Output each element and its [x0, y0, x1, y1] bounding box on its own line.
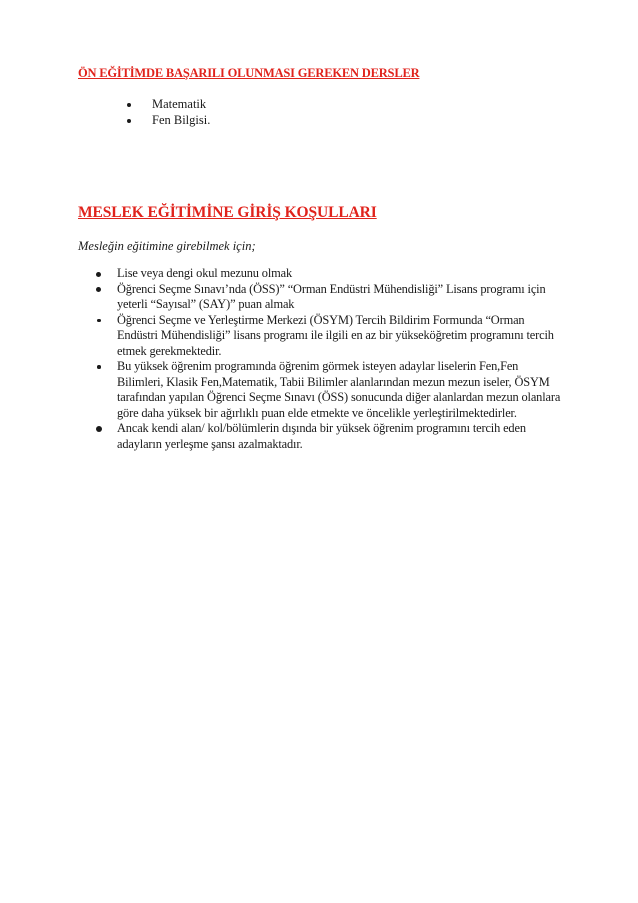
list-item: Lise veya dengi okul mezunu olmak — [92, 266, 562, 282]
section-title-prerequisite-courses: ÖN EĞİTİMDE BAŞARILI OLUNMASI GEREKEN DERSLER — [78, 66, 420, 80]
list-item: Bu yüksek öğrenim programında öğrenim görmek isteyen adaylar liselerin Fen,Fen Bilimleri, Klasik Fen,Matematik, Tabii Bilimler alanlarından mezun mezun iseler, ÖSYM tarafından yapılan Öğrenci Seçme Sınavı (ÖSS) sonucunda diğer alanlardan mezun olanlara göre daha yüksek bir ağırlıklı puan elde etmekte ve öncelikle yerleştirilmektedirler. — [92, 359, 562, 421]
admission-conditions-list — [92, 266, 562, 452]
section-title-admission-conditions: MESLEK EĞİTİMİNE GİRİŞ KOŞULLARI — [78, 204, 377, 221]
list-item: Öğrenci Seçme Sınavı’nda (ÖSS)” “Orman Endüstri Mühendisliği” Lisans programı için yeterli “Sayısal” (SAY)” puan almak — [92, 282, 562, 313]
list-item: Fen Bilgisi. — [124, 113, 210, 129]
list-item: Matematik — [124, 97, 210, 113]
list-item: Öğrenci Seçme ve Yerleştirme Merkezi (ÖSYM) Tercih Bildirim Formunda “Orman Endüstri Mühendisliği” lisans programı ile ilgili en az bir yükseköğretim programını tercih etmek gerekmektedir. — [92, 313, 562, 360]
intro-text: Mesleğin eğitimine girebilmek için; — [78, 239, 256, 253]
prerequisite-courses-list — [124, 97, 210, 128]
list-item: Ancak kendi alan/ kol/bölümlerin dışında bir yüksek öğrenim programını tercih eden adayların yerleşme şansı azalmaktadır. — [92, 421, 562, 452]
